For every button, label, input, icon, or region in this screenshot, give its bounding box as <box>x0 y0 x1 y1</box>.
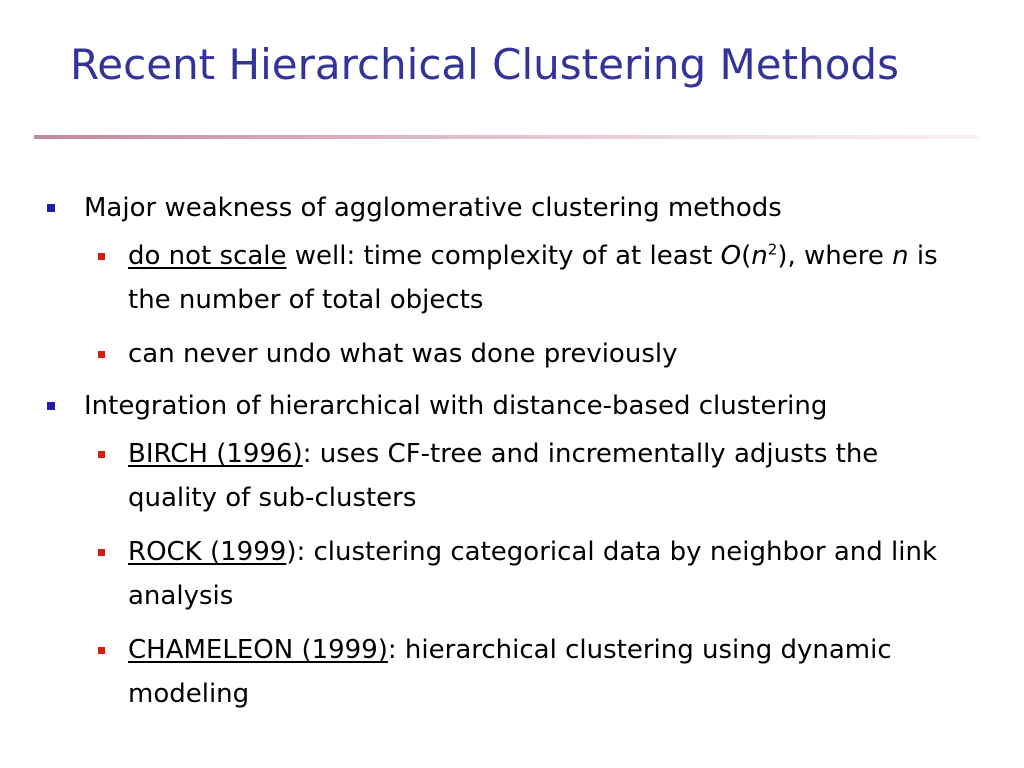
sub-bullet-list <box>84 234 980 376</box>
sub-point-undo <box>84 332 958 376</box>
sub-point-rock <box>84 530 958 618</box>
variable-n: n <box>892 241 909 271</box>
sub-point-chameleon <box>84 628 958 716</box>
square-bullet-icon <box>47 402 55 410</box>
sub-point-text: is the number of total objects <box>128 241 938 315</box>
bullet-point-integration <box>40 386 980 716</box>
square-bullet-icon <box>98 451 105 458</box>
variable-n: n <box>751 241 768 271</box>
bullet-point-weakness <box>40 188 980 376</box>
square-bullet-icon <box>98 549 105 556</box>
sub-point-text: ): clustering categorical data by neighbor and link analysis <box>128 537 938 611</box>
sub-point-scale <box>84 234 958 322</box>
sub-bullet-list <box>84 432 980 716</box>
sub-point-text: can never undo what was done previously <box>128 339 678 369</box>
do-not-scale-link[interactable]: do not scale <box>128 241 287 271</box>
sub-point-text: : hierarchical clustering using dynamic modeling <box>128 635 892 709</box>
square-bullet-icon <box>98 647 105 654</box>
slide-title: Recent Hierarchical Clustering Methods <box>70 40 899 89</box>
chameleon-link[interactable]: CHAMELEON (1999) <box>128 635 388 665</box>
square-bullet-icon <box>47 204 55 212</box>
sub-point-text: : uses CF-tree and incrementally adjusts the quality of sub-clusters <box>128 439 879 513</box>
sub-point-birch <box>84 432 958 520</box>
sub-point-text: well: time complexity of at least <box>286 241 721 271</box>
paren-close: ), <box>777 241 796 271</box>
birch-link[interactable]: BIRCH (1996) <box>128 439 303 469</box>
big-o-symbol: O <box>720 241 742 271</box>
bullet-text: Integration of hierarchical with distance-based clustering <box>84 391 828 421</box>
bullet-text: Major weakness of agglomerative clustering methods <box>84 193 782 223</box>
bullet-list <box>40 188 980 726</box>
exponent: 2 <box>767 240 778 259</box>
square-bullet-icon <box>98 351 105 358</box>
sub-point-text: where <box>795 241 893 271</box>
title-divider <box>34 135 979 139</box>
paren-open: ( <box>741 241 752 271</box>
square-bullet-icon <box>98 253 105 260</box>
rock-link[interactable]: ROCK (1999 <box>128 537 287 567</box>
